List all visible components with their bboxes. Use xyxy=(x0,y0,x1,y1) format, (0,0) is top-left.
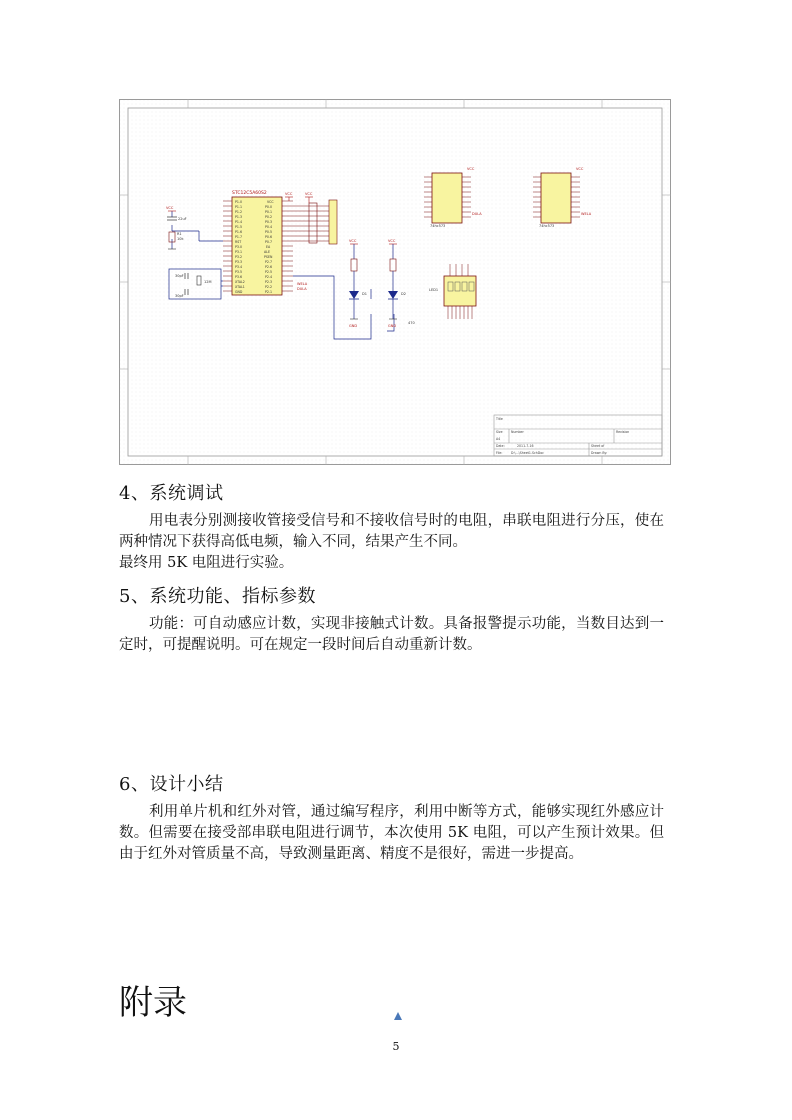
svg-text:P3.5: P3.5 xyxy=(235,270,242,274)
svg-text:VCC: VCC xyxy=(285,192,293,196)
svg-text:GND: GND xyxy=(388,324,397,328)
svg-text:10k: 10k xyxy=(177,237,184,241)
svg-text:LED1: LED1 xyxy=(429,288,439,292)
svg-text:R1: R1 xyxy=(177,232,182,236)
svg-text:EA: EA xyxy=(266,245,271,249)
svg-text:P2.5: P2.5 xyxy=(265,270,272,274)
svg-text:P0.4: P0.4 xyxy=(265,225,272,229)
svg-text:P1.5: P1.5 xyxy=(235,225,242,229)
header-connector xyxy=(329,200,337,244)
svg-text:P2.7: P2.7 xyxy=(265,260,272,264)
svg-text:File:: File: xyxy=(496,451,503,455)
svg-text:P2.4: P2.4 xyxy=(265,275,272,279)
svg-text:30pF: 30pF xyxy=(175,294,184,298)
svg-text:P1.2: P1.2 xyxy=(235,210,242,214)
svg-text:P0.6: P0.6 xyxy=(265,235,272,239)
svg-text:GND: GND xyxy=(235,290,243,294)
svg-text:12M: 12M xyxy=(204,280,212,284)
svg-text:P0.5: P0.5 xyxy=(265,230,272,234)
svg-text:VCC: VCC xyxy=(166,206,174,210)
section6-heading: 6、设计小结 xyxy=(119,774,224,795)
svg-text:P3.4: P3.4 xyxy=(235,265,242,269)
svg-text:P0.0: P0.0 xyxy=(265,205,272,209)
svg-text:PSEN: PSEN xyxy=(264,255,273,259)
svg-text:P3.3: P3.3 xyxy=(235,260,242,264)
svg-text:P1.1: P1.1 xyxy=(235,205,242,209)
anchor-marker-icon xyxy=(394,1012,402,1020)
svg-text:XTAL2: XTAL2 xyxy=(235,280,245,284)
svg-text:Size: Size xyxy=(496,430,503,434)
svg-text:Number: Number xyxy=(511,430,524,434)
svg-text:P2.6: P2.6 xyxy=(265,265,272,269)
svg-text:P1.0: P1.0 xyxy=(235,200,242,204)
circuit-schematic xyxy=(119,99,671,465)
svg-text:WELA: WELA xyxy=(297,282,308,286)
svg-text:Drawn By:: Drawn By: xyxy=(591,451,608,455)
svg-text:D2: D2 xyxy=(401,292,406,296)
svg-text:DULA: DULA xyxy=(297,287,307,291)
appendix-heading: 附录 xyxy=(119,983,187,1023)
svg-text:P0.7: P0.7 xyxy=(265,240,272,244)
svg-text:22uF: 22uF xyxy=(178,217,187,221)
section5-heading: 5、系统功能、指标参数 xyxy=(119,586,316,607)
svg-text:WELA: WELA xyxy=(581,212,592,216)
svg-text:VCC: VCC xyxy=(467,167,475,171)
svg-text:P1.4: P1.4 xyxy=(235,220,242,224)
svg-text:30pF: 30pF xyxy=(175,274,184,278)
svg-text:VCC: VCC xyxy=(388,239,396,243)
svg-text:74hc573: 74hc573 xyxy=(430,224,446,228)
svg-text:P0.1: P0.1 xyxy=(265,210,272,214)
svg-text:P1.7: P1.7 xyxy=(235,235,242,239)
svg-text:P1.6: P1.6 xyxy=(235,230,242,234)
svg-text:P0.2: P0.2 xyxy=(265,215,272,219)
svg-text:ALE: ALE xyxy=(264,250,270,254)
svg-text:VCC: VCC xyxy=(576,167,584,171)
svg-text:DULA: DULA xyxy=(472,212,482,216)
svg-text:Title: Title xyxy=(496,417,503,421)
section4-paragraph-2: 最终用 5K 电阻进行实验。 xyxy=(119,555,294,571)
section5-paragraph: 功能：可自动感应计数，实现非接触式计数。具备报警提示功能，当数目达到一定时，可提醒说明。可在规定一段时间后自动重新计数。 xyxy=(119,616,664,653)
section4-heading: 4、系统调试 xyxy=(119,483,224,504)
section6-paragraph: 利用单片机和红外对管，通过编写程序，利用中断等方式，能够实现红外感应计数。但需要在接受部串联电阻进行调节，本次使用 5K 电阻，可以产生预计效果。但由于红外对管质量不高，导致测量距离、精度不是很好，需进一步提高。 xyxy=(119,804,664,862)
svg-text:D:\...\Sheet1.SchDoc: D:\...\Sheet1.SchDoc xyxy=(511,451,544,455)
svg-text:P3.2: P3.2 xyxy=(235,255,242,259)
svg-text:470: 470 xyxy=(408,321,415,325)
svg-text:2011-7-16: 2011-7-16 xyxy=(517,444,534,448)
section4-paragraph: 用电表分别测接收管接受信号和不接收信号时的电阻，串联电阻进行分压，使在两种情况下获得高低电频，输入不同，结果产生不同。 xyxy=(119,513,664,550)
svg-text:Sheet of: Sheet of xyxy=(591,444,605,448)
svg-text:Revision: Revision xyxy=(616,430,630,434)
page-number: 5 xyxy=(392,1040,400,1053)
svg-text:D1: D1 xyxy=(362,292,367,296)
svg-text:P3.6: P3.6 xyxy=(235,275,242,279)
svg-text:RST: RST xyxy=(235,240,242,244)
mcu-label: STC12C5A60S2 xyxy=(232,191,267,196)
svg-text:P3.1: P3.1 xyxy=(235,250,242,254)
svg-text:VCC: VCC xyxy=(267,200,274,204)
svg-text:VCC: VCC xyxy=(305,192,313,196)
outer-frame xyxy=(120,100,671,465)
svg-text:P2.3: P2.3 xyxy=(265,280,272,284)
svg-text:P3.0: P3.0 xyxy=(235,245,242,249)
svg-text:XTAL1: XTAL1 xyxy=(235,285,245,289)
svg-text:A4: A4 xyxy=(496,437,501,441)
svg-text:74hc573: 74hc573 xyxy=(539,224,555,228)
svg-text:P2.1: P2.1 xyxy=(265,290,272,294)
svg-text:P1.3: P1.3 xyxy=(235,215,242,219)
svg-text:P0.3: P0.3 xyxy=(265,220,272,224)
svg-text:Date:: Date: xyxy=(496,444,505,448)
svg-text:P2.2: P2.2 xyxy=(265,285,272,289)
svg-text:VCC: VCC xyxy=(349,239,357,243)
svg-text:GND: GND xyxy=(349,324,358,328)
